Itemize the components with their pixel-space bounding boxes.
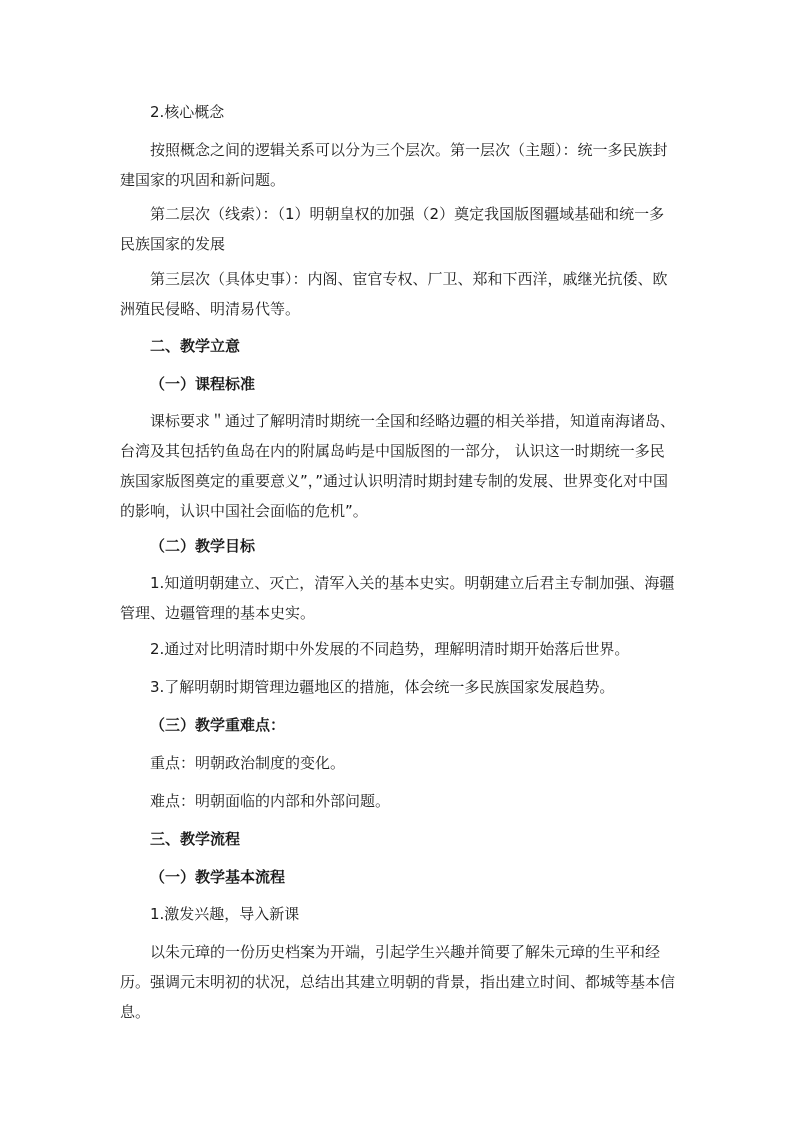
subheading-curriculum-standard: （一）课程标准	[150, 375, 256, 393]
paragraph-level-3: 第三层次（具体史事）：内阁、宦官专权、厂卫、郑和下西洋，戚继光抗倭、欧洲殖民侵略、明清易代等。	[120, 270, 668, 318]
heading-teaching-intent: 二、教学立意	[150, 337, 241, 355]
goal-item-3: 3.了解明朝时期管理边疆地区的措施，体会统一多民族国家发展趋势。	[150, 678, 615, 696]
process-step-1-body: 以朱元璋的一份历史档案为开端，引起学生兴趣并简要了解朱元璋的生平和经历。强调元末明初的状况，总结出其建立明朝的背景，指出建立时间、都城等基本信息。	[120, 943, 676, 1021]
heading-teaching-process: 三、教学流程	[150, 830, 241, 848]
paragraph-levels-intro: 按照概念之间的逻辑关系可以分为三个层次。第一层次（主题）：统一多民族封建国家的巩固和新问题。	[120, 141, 668, 189]
key-point-text: 重点：明朝政治制度的变化。	[150, 754, 346, 772]
process-step-1-title: 1.激发兴趣，导入新课	[150, 905, 300, 923]
goal-item-2: 2.通过对比明清时期中外发展的不同趋势，理解明清时期开始落后世界。	[150, 640, 630, 658]
subheading-basic-process: （一）教学基本流程	[150, 868, 286, 886]
subheading-key-difficult-points: （三）教学重难点：	[150, 716, 286, 734]
difficult-point-text: 难点：明朝面临的内部和外部问题。	[150, 792, 391, 810]
paragraph-curriculum-standard: 课标要求＂通过了解明清时期统一全国和经略边疆的相关举措，知道南海诸岛、台湾及其包括钓鱼岛在内的附属岛屿是中国版图的一部分， 认识这一时期统一多民族国家版图奠定的重要意义”，”通过认识明清时期封建专制的发展、世界变化对中国的影响，认识中国社会面临的危机”。	[120, 412, 676, 520]
paragraph-level-2: 第二层次（线索）：（1）明朝皇权的加强（2）奠定我国版图疆域基础和统一多民族国家的发展	[120, 205, 665, 253]
section-title-core-concepts: 2.核心概念	[150, 103, 225, 121]
subheading-teaching-goals: （二）教学目标	[150, 537, 256, 555]
goal-item-1: 1.知道明朝建立、灭亡，清军入关的基本史实。明朝建立后君主专制加强、海疆管理、边疆管理的基本史实。	[120, 574, 675, 622]
